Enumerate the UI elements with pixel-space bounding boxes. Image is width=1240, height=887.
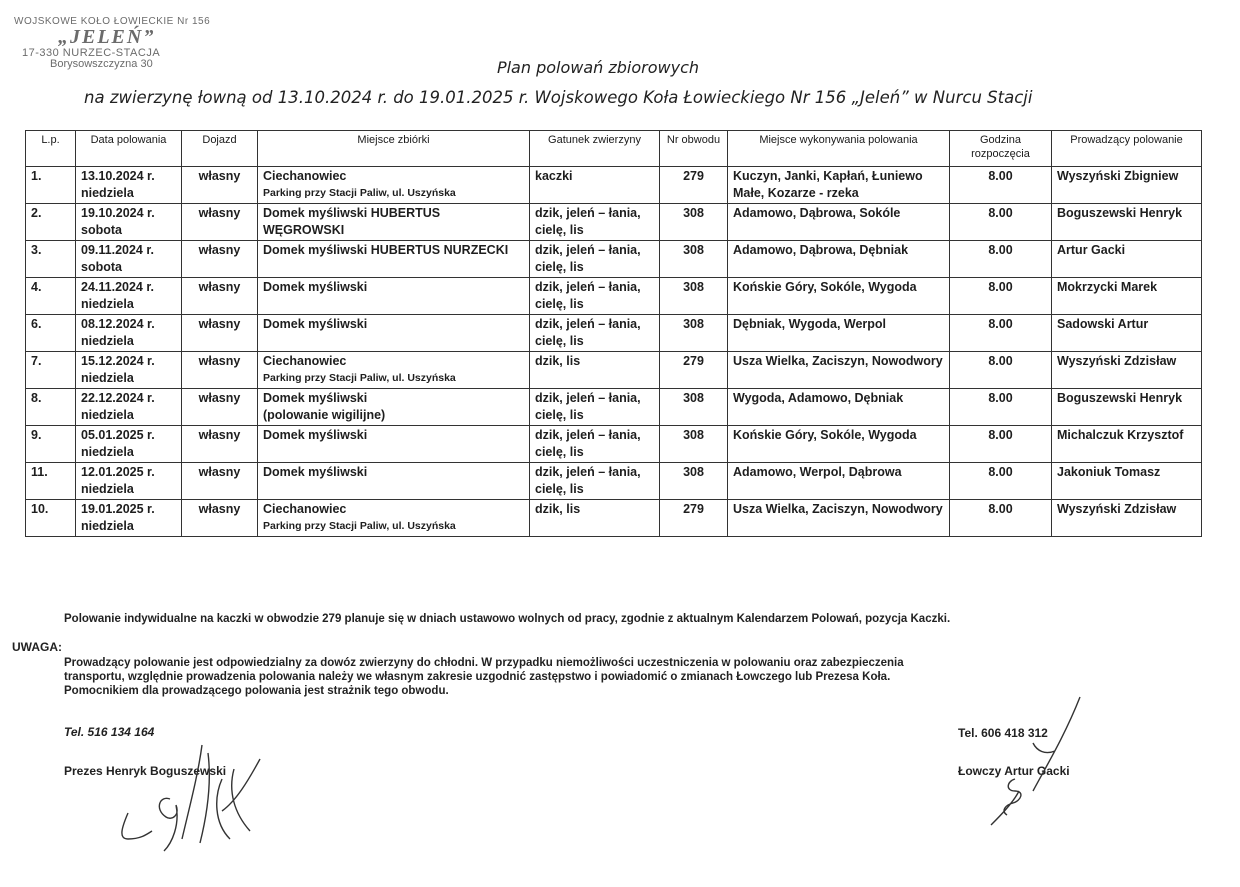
meeting-place-detail: Parking przy Stacji Paliw, ul. Uszyńska <box>263 187 456 199</box>
table-row <box>26 167 1202 204</box>
cell-district: 308 <box>660 463 728 500</box>
president-signature <box>110 735 280 855</box>
meeting-place-main: Domek myśliwski <box>263 465 368 479</box>
hunt-date: 12.01.2025 r. <box>81 465 155 479</box>
cell-district: 308 <box>660 278 728 315</box>
cell-date <box>76 278 182 315</box>
meeting-place-main: Domek myśliwski <box>263 428 368 442</box>
cell-lp: 3. <box>26 241 76 278</box>
hunt-plan-table <box>25 130 1202 537</box>
cell-transport: własny <box>182 463 258 500</box>
cell-leader: Sadowski Artur <box>1052 315 1202 352</box>
cell-location: Dębniak, Wygoda, Werpol <box>728 315 950 352</box>
stamp-line-1: WOJSKOWE KOŁO ŁOWIECKIE Nr 156 <box>14 16 211 27</box>
table-row <box>26 204 1202 241</box>
cell-date <box>76 241 182 278</box>
hunt-date: 08.12.2024 r. <box>81 317 155 331</box>
meeting-place-main: Domek myśliwski HUBERTUS NURZECKI <box>263 243 509 257</box>
cell-species: dzik, lis <box>530 352 660 389</box>
cell-species: dzik, jeleń – łania, cielę, lis <box>530 426 660 463</box>
cell-leader: Jakoniuk Tomasz <box>1052 463 1202 500</box>
meeting-place-main: Domek myśliwski <box>263 280 368 294</box>
meeting-place-detail: (polowanie wigilijne) <box>263 408 386 422</box>
cell-species: dzik, jeleń – łania, cielę, lis <box>530 315 660 352</box>
hunt-day: niedziela <box>81 445 134 459</box>
hunt-master-phone: Tel. 606 418 312 <box>958 726 1048 740</box>
meeting-place-detail: Parking przy Stacji Paliw, ul. Uszyńska <box>263 372 456 384</box>
table-row <box>26 389 1202 426</box>
cell-meeting-place <box>258 463 530 500</box>
cell-transport: własny <box>182 167 258 204</box>
hunt-master-name: Łowczy Artur Gacki <box>958 764 1070 778</box>
cell-leader: Boguszewski Henryk <box>1052 204 1202 241</box>
cell-lp: 1. <box>26 167 76 204</box>
cell-meeting-place <box>258 500 530 537</box>
header-start-time: Godzina rozpoczęcia <box>950 131 1052 167</box>
header-species: Gatunek zwierzyny <box>530 131 660 167</box>
header-lp: L.p. <box>26 131 76 167</box>
cell-start-time: 8.00 <box>950 315 1052 352</box>
meeting-place-main: Ciechanowiec <box>263 354 347 368</box>
table-body <box>26 167 1202 537</box>
cell-transport: własny <box>182 500 258 537</box>
cell-leader: Michalczuk Krzysztof <box>1052 426 1202 463</box>
hunt-day: niedziela <box>81 482 134 496</box>
hunt-master-signature <box>985 695 1095 830</box>
cell-location: Adamowo, Werpol, Dąbrowa <box>728 463 950 500</box>
table-row <box>26 426 1202 463</box>
table-row <box>26 241 1202 278</box>
cell-species: dzik, jeleń – łania, cielę, lis <box>530 463 660 500</box>
cell-date <box>76 315 182 352</box>
cell-district: 308 <box>660 426 728 463</box>
hunt-day: sobota <box>81 223 122 237</box>
cell-transport: własny <box>182 426 258 463</box>
cell-species: dzik, jeleń – łania, cielę, lis <box>530 389 660 426</box>
meeting-place-main: Domek myśliwski <box>263 391 368 405</box>
cell-lp: 2. <box>26 204 76 241</box>
cell-location: Kuczyn, Janki, Kapłań, Łuniewo Małe, Kozarze - rzeka <box>728 167 950 204</box>
cell-lp: 11. <box>26 463 76 500</box>
hunt-date: 19.01.2025 r. <box>81 502 155 516</box>
meeting-place-main: Domek myśliwski HUBERTUS WĘGROWSKI <box>263 206 441 237</box>
document-subtitle: na zwierzynę łowną od 13.10.2024 r. do 19.01.2025 r. Wojskowego Koła Łowieckiego Nr 156 „Jeleń” w Nurcu Stacji <box>84 88 1033 107</box>
hunt-date: 09.11.2024 r. <box>81 243 154 257</box>
header-transport: Dojazd <box>182 131 258 167</box>
hunt-day: niedziela <box>81 334 134 348</box>
table-header-row <box>26 131 1202 167</box>
table-row <box>26 352 1202 389</box>
cell-meeting-place <box>258 204 530 241</box>
header-district: Nr obwodu <box>660 131 728 167</box>
cell-transport: własny <box>182 352 258 389</box>
cell-transport: własny <box>182 389 258 426</box>
cell-district: 308 <box>660 241 728 278</box>
hunt-date: 13.10.2024 r. <box>81 169 155 183</box>
cell-district: 279 <box>660 167 728 204</box>
cell-location: Usza Wielka, Zaciszyn, Nowodwory <box>728 500 950 537</box>
cell-date <box>76 463 182 500</box>
uwaga-line-3: Pomocnikiem dla prowadzącego polowania jest strażnik tego obwodu. <box>64 685 449 697</box>
cell-species: dzik, jeleń – łania, cielę, lis <box>530 204 660 241</box>
uwaga-heading: UWAGA: <box>12 640 62 654</box>
cell-lp: 6. <box>26 315 76 352</box>
header-leader: Prowadzący polowanie <box>1052 131 1202 167</box>
table-row <box>26 278 1202 315</box>
cell-lp: 7. <box>26 352 76 389</box>
cell-leader: Mokrzycki Marek <box>1052 278 1202 315</box>
stamp-line-3: 17-330 NURZEC-STACJA <box>22 47 161 59</box>
uwaga-line-1: Prowadzący polowanie jest odpowiedzialny za dowóz zwierzyny do chłodni. W przypadku niemożliwości uczestniczenia w polowaniu oraz zabezpieczenia <box>64 657 904 669</box>
header-location: Miejsce wykonywania polowania <box>728 131 950 167</box>
cell-leader: Wyszyński Zbigniew <box>1052 167 1202 204</box>
cell-leader: Wyszyński Zdzisław <box>1052 500 1202 537</box>
stamp-line-2: „JELEŃ” <box>58 26 156 48</box>
cell-transport: własny <box>182 241 258 278</box>
cell-location: Wygoda, Adamowo, Dębniak <box>728 389 950 426</box>
cell-date <box>76 167 182 204</box>
cell-species: dzik, jeleń – łania, cielę, lis <box>530 278 660 315</box>
cell-transport: własny <box>182 315 258 352</box>
hunt-day: niedziela <box>81 371 134 385</box>
meeting-place-main: Ciechanowiec <box>263 169 347 183</box>
cell-transport: własny <box>182 278 258 315</box>
table-row <box>26 500 1202 537</box>
president-name: Prezes Henryk Boguszewski <box>64 764 227 778</box>
cell-date <box>76 426 182 463</box>
hunt-day: niedziela <box>81 186 134 200</box>
hunt-date: 05.01.2025 r. <box>81 428 155 442</box>
cell-lp: 4. <box>26 278 76 315</box>
cell-start-time: 8.00 <box>950 500 1052 537</box>
cell-location: Końskie Góry, Sokóle, Wygoda <box>728 426 950 463</box>
table-row <box>26 315 1202 352</box>
cell-start-time: 8.00 <box>950 241 1052 278</box>
meeting-place-detail: Parking przy Stacji Paliw, ul. Uszyńska <box>263 520 456 532</box>
cell-meeting-place <box>258 389 530 426</box>
cell-date <box>76 389 182 426</box>
president-phone: Tel. 516 134 164 <box>64 725 155 739</box>
cell-date <box>76 500 182 537</box>
hunt-date: 19.10.2024 r. <box>81 206 155 220</box>
cell-species: dzik, jeleń – łania, cielę, lis <box>530 241 660 278</box>
cell-district: 308 <box>660 204 728 241</box>
cell-date <box>76 204 182 241</box>
cell-location: Adamowo, Dąbrowa, Dębniak <box>728 241 950 278</box>
meeting-place-main: Domek myśliwski <box>263 317 368 331</box>
cell-district: 279 <box>660 500 728 537</box>
hunt-day: niedziela <box>81 519 134 533</box>
cell-leader: Boguszewski Henryk <box>1052 389 1202 426</box>
cell-species: dzik, lis <box>530 500 660 537</box>
header-meeting-place: Miejsce zbiórki <box>258 131 530 167</box>
stamp-line-4: Borysowszczyzna 30 <box>50 58 153 70</box>
individual-hunt-note: Polowanie indywidualne na kaczki w obwodzie 279 planuje się w dniach ustawowo wolnych od pracy, zgodnie z aktualnym Kalendarzem Polowań, pozycja Kaczki. <box>64 613 951 625</box>
cell-location: Usza Wielka, Zaciszyn, Nowodwory <box>728 352 950 389</box>
hunt-date: 24.11.2024 r. <box>81 280 154 294</box>
cell-species: kaczki <box>530 167 660 204</box>
cell-lp: 9. <box>26 426 76 463</box>
hunt-date: 22.12.2024 r. <box>81 391 155 405</box>
hunt-day: niedziela <box>81 297 134 311</box>
cell-meeting-place <box>258 167 530 204</box>
hunt-date: 15.12.2024 r. <box>81 354 155 368</box>
cell-district: 279 <box>660 352 728 389</box>
cell-transport: własny <box>182 204 258 241</box>
cell-leader: Wyszyński Zdzisław <box>1052 352 1202 389</box>
meeting-place-main: Ciechanowiec <box>263 502 347 516</box>
cell-start-time: 8.00 <box>950 426 1052 463</box>
cell-meeting-place <box>258 426 530 463</box>
cell-meeting-place <box>258 352 530 389</box>
cell-district: 308 <box>660 389 728 426</box>
cell-meeting-place <box>258 315 530 352</box>
cell-start-time: 8.00 <box>950 352 1052 389</box>
cell-start-time: 8.00 <box>950 204 1052 241</box>
cell-start-time: 8.00 <box>950 278 1052 315</box>
uwaga-text <box>64 656 1204 698</box>
cell-meeting-place <box>258 241 530 278</box>
document-title: Plan polowań zbiorowych <box>496 58 700 77</box>
table-row <box>26 463 1202 500</box>
header-date: Data polowania <box>76 131 182 167</box>
cell-start-time: 8.00 <box>950 167 1052 204</box>
cell-lp: 8. <box>26 389 76 426</box>
hunt-day: sobota <box>81 260 122 274</box>
cell-start-time: 8.00 <box>950 463 1052 500</box>
cell-date <box>76 352 182 389</box>
cell-meeting-place <box>258 278 530 315</box>
hunt-day: niedziela <box>81 408 134 422</box>
cell-start-time: 8.00 <box>950 389 1052 426</box>
cell-location: Adamowo, Dąbrowa, Sokóle <box>728 204 950 241</box>
uwaga-line-2: transportu, względnie prowadzenia polowania należy we własnym zakresie uzgodnić zastępstwo i powiadomić o zmianach Łowczego lub Prezesa Koła. <box>64 671 891 683</box>
cell-district: 308 <box>660 315 728 352</box>
cell-location: Końskie Góry, Sokóle, Wygoda <box>728 278 950 315</box>
cell-leader: Artur Gacki <box>1052 241 1202 278</box>
cell-lp: 10. <box>26 500 76 537</box>
